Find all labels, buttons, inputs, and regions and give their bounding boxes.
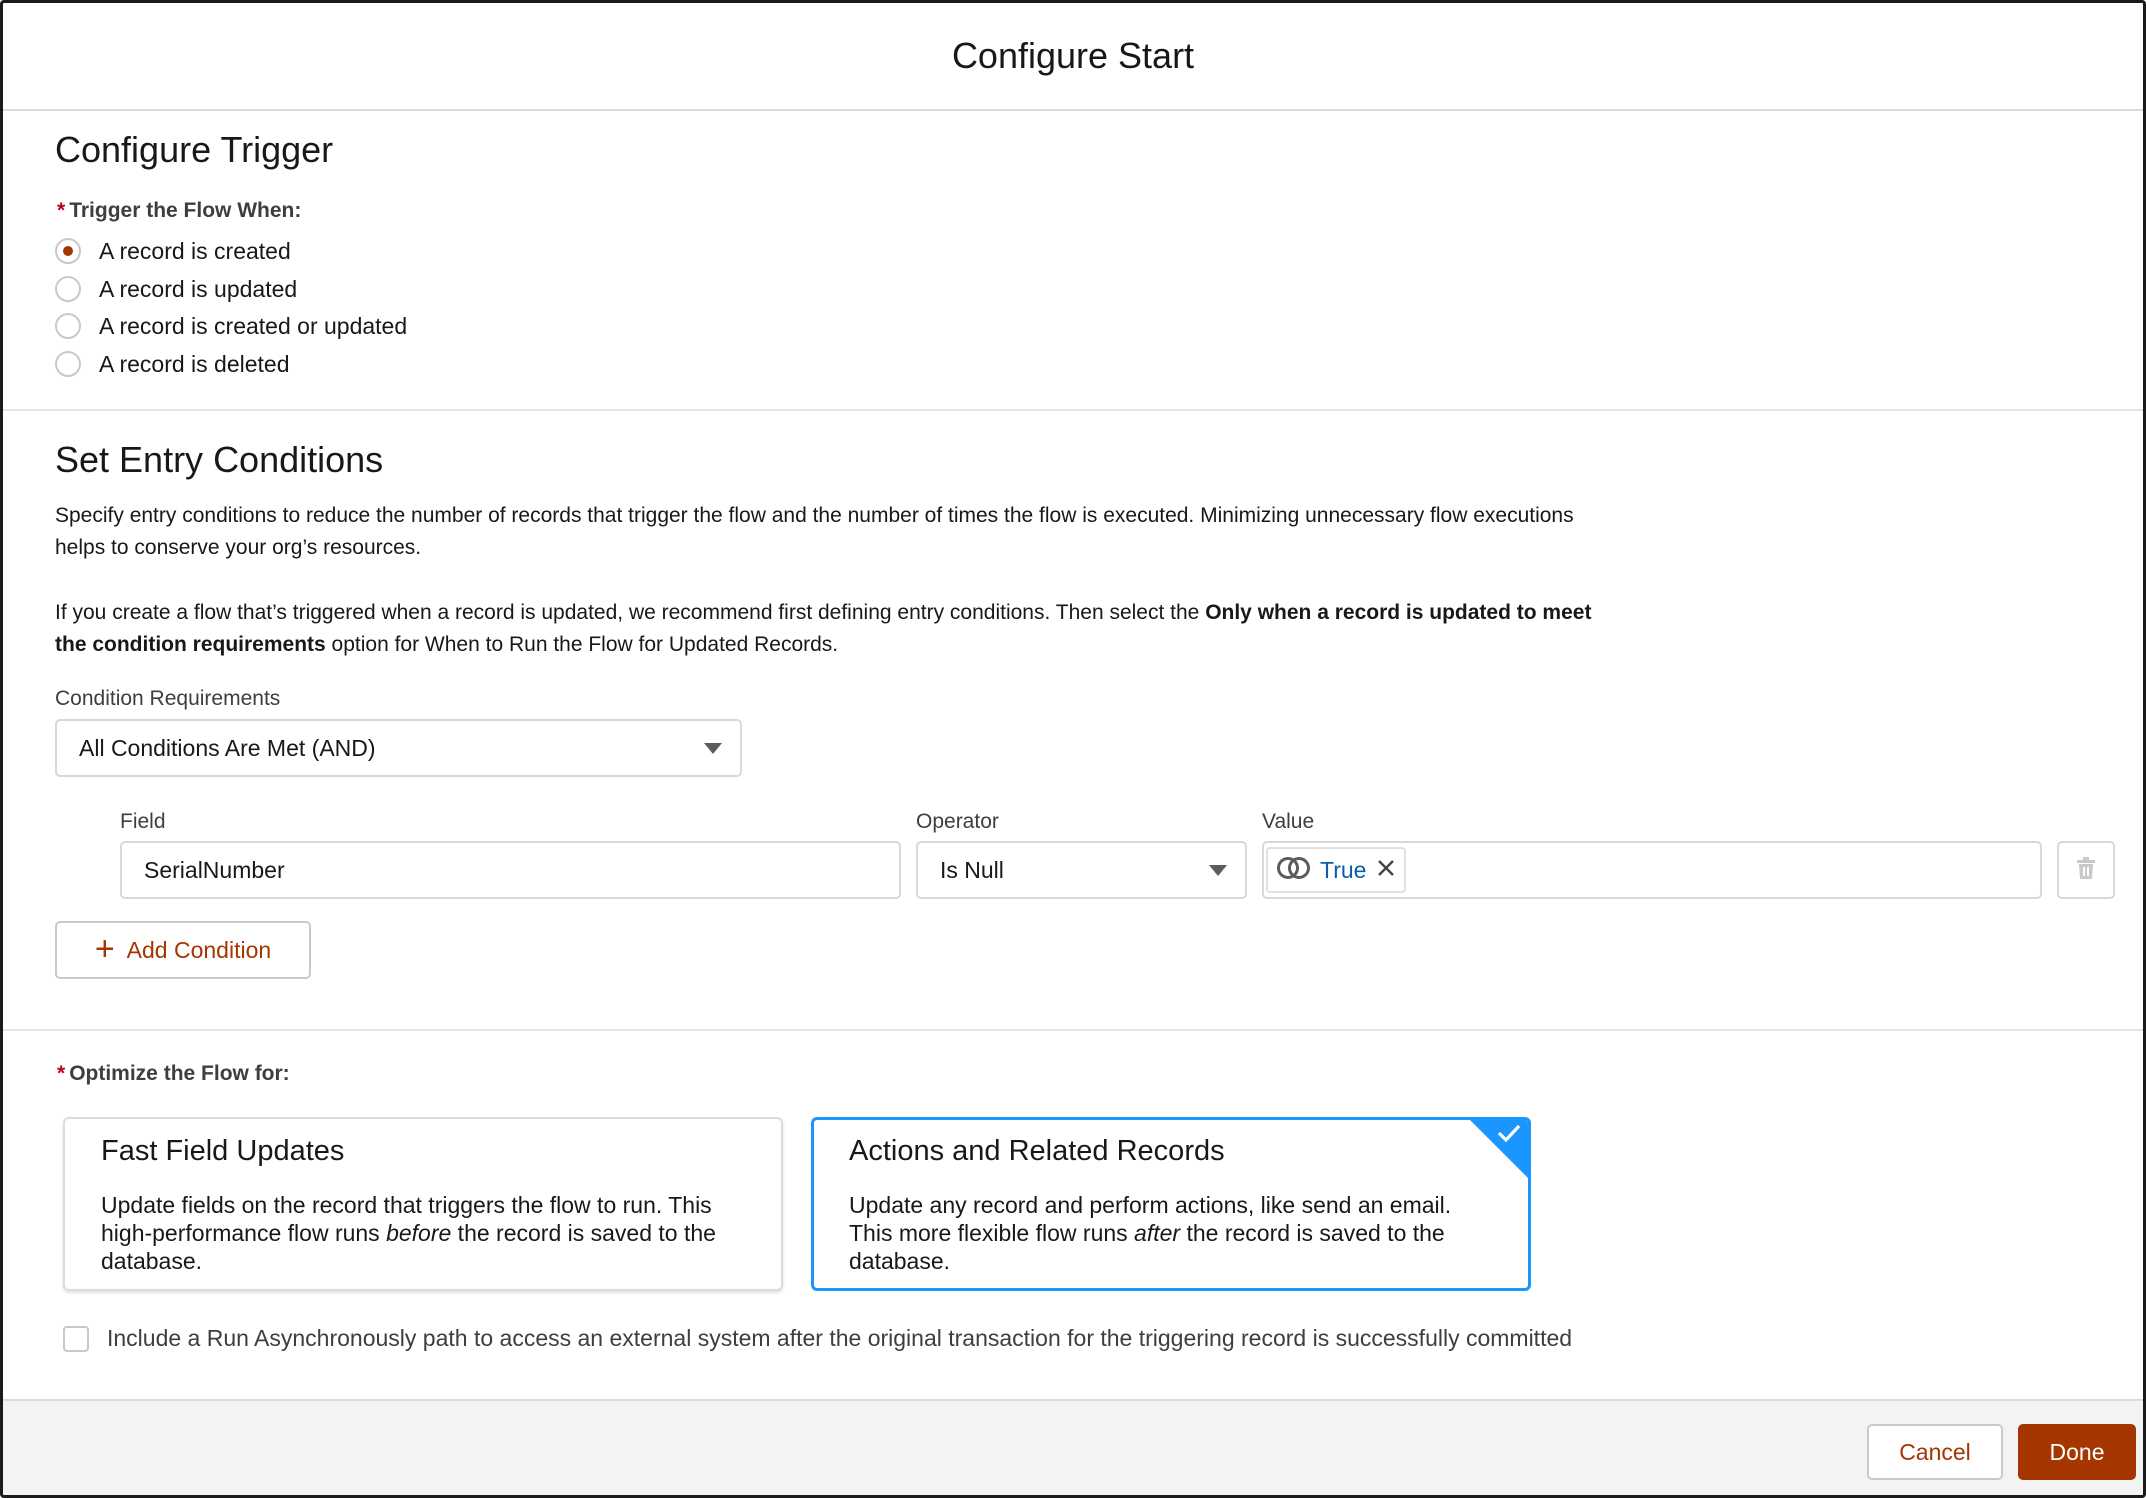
radio-label: A record is created or updated (99, 312, 408, 339)
required-indicator: * (57, 1062, 66, 1085)
field-value: SerialNumber (144, 856, 285, 883)
delete-condition-button[interactable] (2057, 841, 2115, 899)
card-description: Update fields on the record that triggers the flow to run. This high-performance flow runs before the record is saved to the database. (101, 1192, 716, 1274)
value-label: Value (1262, 810, 1315, 833)
chevron-down-icon (1209, 865, 1227, 876)
entry-conditions-heading: Set Entry Conditions (55, 439, 384, 480)
add-condition-button[interactable] (55, 921, 311, 979)
radio-record-created[interactable] (55, 234, 291, 268)
radio-record-updated[interactable] (55, 272, 297, 306)
radio-label: A record is created (99, 237, 291, 264)
check-icon (1496, 1122, 1522, 1149)
run-async-checkbox[interactable] (63, 1326, 89, 1352)
trigger-when-label (57, 199, 301, 223)
modal-footer (3, 1399, 2143, 1498)
optimize-flow-text: Optimize the Flow for: (69, 1062, 290, 1085)
trash-icon (2075, 856, 2097, 885)
required-indicator: * (57, 199, 66, 222)
plus-icon: + (94, 930, 115, 968)
configure-trigger-heading: Configure Trigger (55, 129, 334, 170)
fast-field-updates-card[interactable] (63, 1117, 783, 1291)
entry-conditions-recommendation: If you create a flow that’s triggered when a record is updated, we recommend first defining entry conditions. Then select the Only when a record is updated to meet the condition requirements option for When to Run the Flow for Updated Records. (55, 601, 1592, 656)
chevron-down-icon (704, 743, 722, 754)
radio-record-deleted[interactable] (55, 347, 290, 381)
operator-label: Operator (916, 810, 999, 833)
done-button[interactable]: Done (2018, 1424, 2136, 1480)
entry-conditions-description: Specify entry conditions to reduce the number of records that trigger the flow and the number of times the flow is executed. Minimizing unnecessary flow executions helps to conserve your org’s resources. (55, 504, 1574, 559)
cancel-button[interactable]: Cancel (1867, 1424, 2003, 1480)
actions-and-related-records-card[interactable] (811, 1117, 1531, 1291)
card-description: Update any record and perform actions, like send an email. This more flexible flow runs after the record is saved to the database. (849, 1192, 1452, 1274)
radio-button-selected[interactable] (55, 238, 81, 264)
run-async-label: Include a Run Asynchronously path to access an external system after the original transaction for the triggering record is successfully committed (107, 1325, 1573, 1351)
value-pill-label: True (1320, 856, 1367, 883)
value-pill[interactable] (1266, 847, 1406, 893)
operator-value: Is Null (940, 856, 1004, 883)
global-constant-icon (1276, 856, 1312, 885)
card-title: Actions and Related Records (849, 1135, 1225, 1167)
radio-button[interactable] (55, 313, 81, 339)
radio-record-created-or-updated[interactable] (55, 309, 407, 343)
field-input[interactable] (120, 841, 901, 899)
add-condition-label: Add Condition (126, 936, 272, 963)
section-divider (3, 409, 2143, 411)
section-divider (3, 1029, 2143, 1031)
close-icon[interactable] (1376, 858, 1396, 883)
card-title: Fast Field Updates (101, 1135, 345, 1167)
optimize-flow-label (57, 1062, 290, 1086)
condition-requirements-select[interactable] (55, 719, 742, 777)
condition-requirements-label: Condition Requirements (55, 687, 281, 710)
radio-label: A record is deleted (99, 350, 290, 377)
condition-requirements-value: All Conditions Are Met (AND) (79, 734, 376, 761)
modal-header (3, 3, 2143, 111)
radio-label: A record is updated (99, 275, 298, 302)
run-async-checkbox-row[interactable] (63, 1325, 1572, 1352)
modal-title: Configure Start (951, 35, 1195, 76)
radio-button[interactable] (55, 276, 81, 302)
operator-select[interactable] (916, 841, 1247, 899)
radio-button[interactable] (55, 351, 81, 377)
field-label: Field (120, 810, 166, 833)
trigger-when-text: Trigger the Flow When: (69, 199, 302, 222)
